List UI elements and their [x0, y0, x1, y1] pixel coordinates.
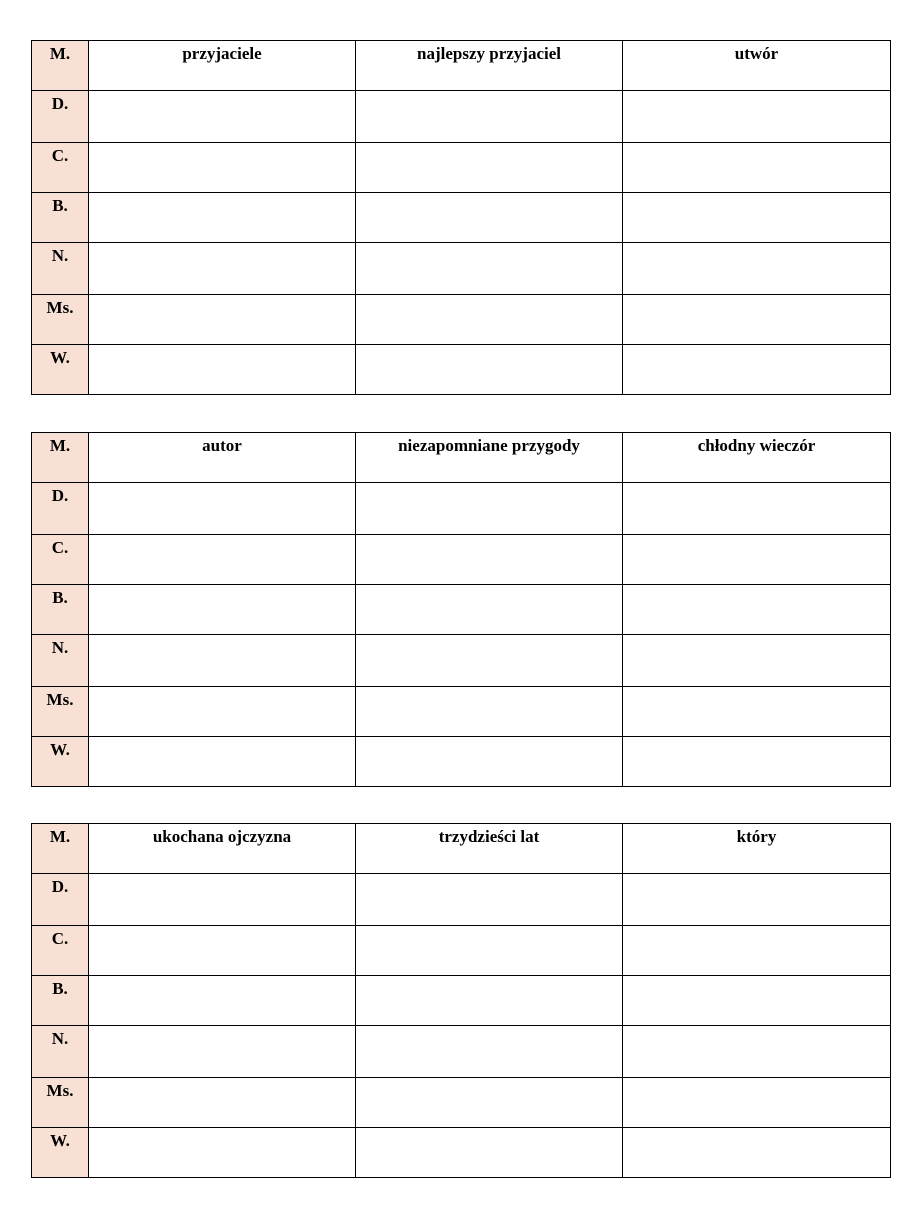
case-label-wolacz: W.: [32, 737, 89, 787]
answer-cell[interactable]: [623, 687, 891, 737]
case-label-dopelniacz: D.: [32, 91, 89, 143]
case-label-celownik: C.: [32, 926, 89, 976]
answer-cell[interactable]: [89, 143, 356, 193]
case-label-dopelniacz: D.: [32, 483, 89, 535]
case-label-celownik: C.: [32, 535, 89, 585]
column-header: utwór: [623, 41, 891, 91]
answer-cell[interactable]: [356, 345, 623, 395]
column-header: trzydzieści lat: [356, 824, 623, 874]
answer-cell[interactable]: [356, 295, 623, 345]
answer-cell[interactable]: [89, 874, 356, 926]
table-header-row: [32, 41, 891, 91]
answer-cell[interactable]: [89, 1078, 356, 1128]
answer-cell[interactable]: [623, 635, 891, 687]
answer-cell[interactable]: [356, 687, 623, 737]
case-label-celownik: C.: [32, 143, 89, 193]
answer-cell[interactable]: [89, 483, 356, 535]
answer-cell[interactable]: [89, 1128, 356, 1178]
case-label-biernik: B.: [32, 585, 89, 635]
table-row: [32, 91, 891, 143]
answer-cell[interactable]: [623, 535, 891, 585]
case-label-wolacz: W.: [32, 345, 89, 395]
answer-cell[interactable]: [356, 976, 623, 1026]
answer-cell[interactable]: [89, 585, 356, 635]
case-label-biernik: B.: [32, 193, 89, 243]
answer-cell[interactable]: [89, 737, 356, 787]
answer-cell[interactable]: [623, 874, 891, 926]
answer-cell[interactable]: [356, 243, 623, 295]
case-label-wolacz: W.: [32, 1128, 89, 1178]
table-row: [32, 737, 891, 787]
answer-cell[interactable]: [623, 295, 891, 345]
column-header: autor: [89, 433, 356, 483]
answer-cell[interactable]: [89, 976, 356, 1026]
answer-cell[interactable]: [89, 535, 356, 585]
table-row: [32, 1078, 891, 1128]
answer-cell[interactable]: [89, 926, 356, 976]
answer-cell[interactable]: [623, 483, 891, 535]
answer-cell[interactable]: [89, 345, 356, 395]
answer-cell[interactable]: [356, 1026, 623, 1078]
answer-cell[interactable]: [89, 243, 356, 295]
case-label-biernik: B.: [32, 976, 89, 1026]
table-row: [32, 926, 891, 976]
table-header-row: [32, 824, 891, 874]
answer-cell[interactable]: [356, 585, 623, 635]
answer-cell[interactable]: [356, 737, 623, 787]
case-label-narzednik: N.: [32, 1026, 89, 1078]
declension-table-1: [31, 40, 891, 395]
answer-cell[interactable]: [89, 1026, 356, 1078]
answer-cell[interactable]: [623, 1026, 891, 1078]
case-label-miejscownik: Ms.: [32, 687, 89, 737]
answer-cell[interactable]: [356, 535, 623, 585]
answer-cell[interactable]: [623, 976, 891, 1026]
table-row: [32, 687, 891, 737]
table-row: [32, 243, 891, 295]
declension-table-2: [31, 432, 891, 787]
answer-cell[interactable]: [89, 91, 356, 143]
answer-cell[interactable]: [89, 193, 356, 243]
column-header: niezapomniane przygody: [356, 433, 623, 483]
case-label-mianownik: M.: [32, 41, 89, 91]
answer-cell[interactable]: [356, 635, 623, 687]
answer-cell[interactable]: [89, 687, 356, 737]
table-row: [32, 1026, 891, 1078]
answer-cell[interactable]: [623, 737, 891, 787]
case-label-narzednik: N.: [32, 635, 89, 687]
case-label-miejscownik: Ms.: [32, 1078, 89, 1128]
table-row: [32, 345, 891, 395]
table-row: [32, 635, 891, 687]
column-header: który: [623, 824, 891, 874]
answer-cell[interactable]: [89, 635, 356, 687]
table-row: [32, 143, 891, 193]
case-label-miejscownik: Ms.: [32, 295, 89, 345]
answer-cell[interactable]: [623, 926, 891, 976]
table-row: [32, 976, 891, 1026]
table-row: [32, 1128, 891, 1178]
answer-cell[interactable]: [623, 585, 891, 635]
case-label-dopelniacz: D.: [32, 874, 89, 926]
case-label-mianownik: M.: [32, 824, 89, 874]
answer-cell[interactable]: [356, 926, 623, 976]
table-row: [32, 193, 891, 243]
answer-cell[interactable]: [89, 295, 356, 345]
answer-cell[interactable]: [623, 1078, 891, 1128]
table-row: [32, 535, 891, 585]
column-header: przyjaciele: [89, 41, 356, 91]
table-row: [32, 295, 891, 345]
case-label-mianownik: M.: [32, 433, 89, 483]
answer-cell[interactable]: [623, 193, 891, 243]
table-row: [32, 483, 891, 535]
answer-cell[interactable]: [623, 91, 891, 143]
answer-cell[interactable]: [356, 193, 623, 243]
answer-cell[interactable]: [623, 143, 891, 193]
answer-cell[interactable]: [623, 345, 891, 395]
answer-cell[interactable]: [356, 1078, 623, 1128]
answer-cell[interactable]: [623, 1128, 891, 1178]
table-header-row: [32, 433, 891, 483]
answer-cell[interactable]: [356, 483, 623, 535]
answer-cell[interactable]: [623, 243, 891, 295]
answer-cell[interactable]: [356, 143, 623, 193]
declension-table-3: [31, 823, 891, 1178]
answer-cell[interactable]: [356, 874, 623, 926]
answer-cell[interactable]: [356, 1128, 623, 1178]
column-header: ukochana ojczyzna: [89, 824, 356, 874]
table-row: [32, 585, 891, 635]
case-label-narzednik: N.: [32, 243, 89, 295]
column-header: najlepszy przyjaciel: [356, 41, 623, 91]
table-row: [32, 874, 891, 926]
answer-cell[interactable]: [356, 91, 623, 143]
column-header: chłodny wieczór: [623, 433, 891, 483]
